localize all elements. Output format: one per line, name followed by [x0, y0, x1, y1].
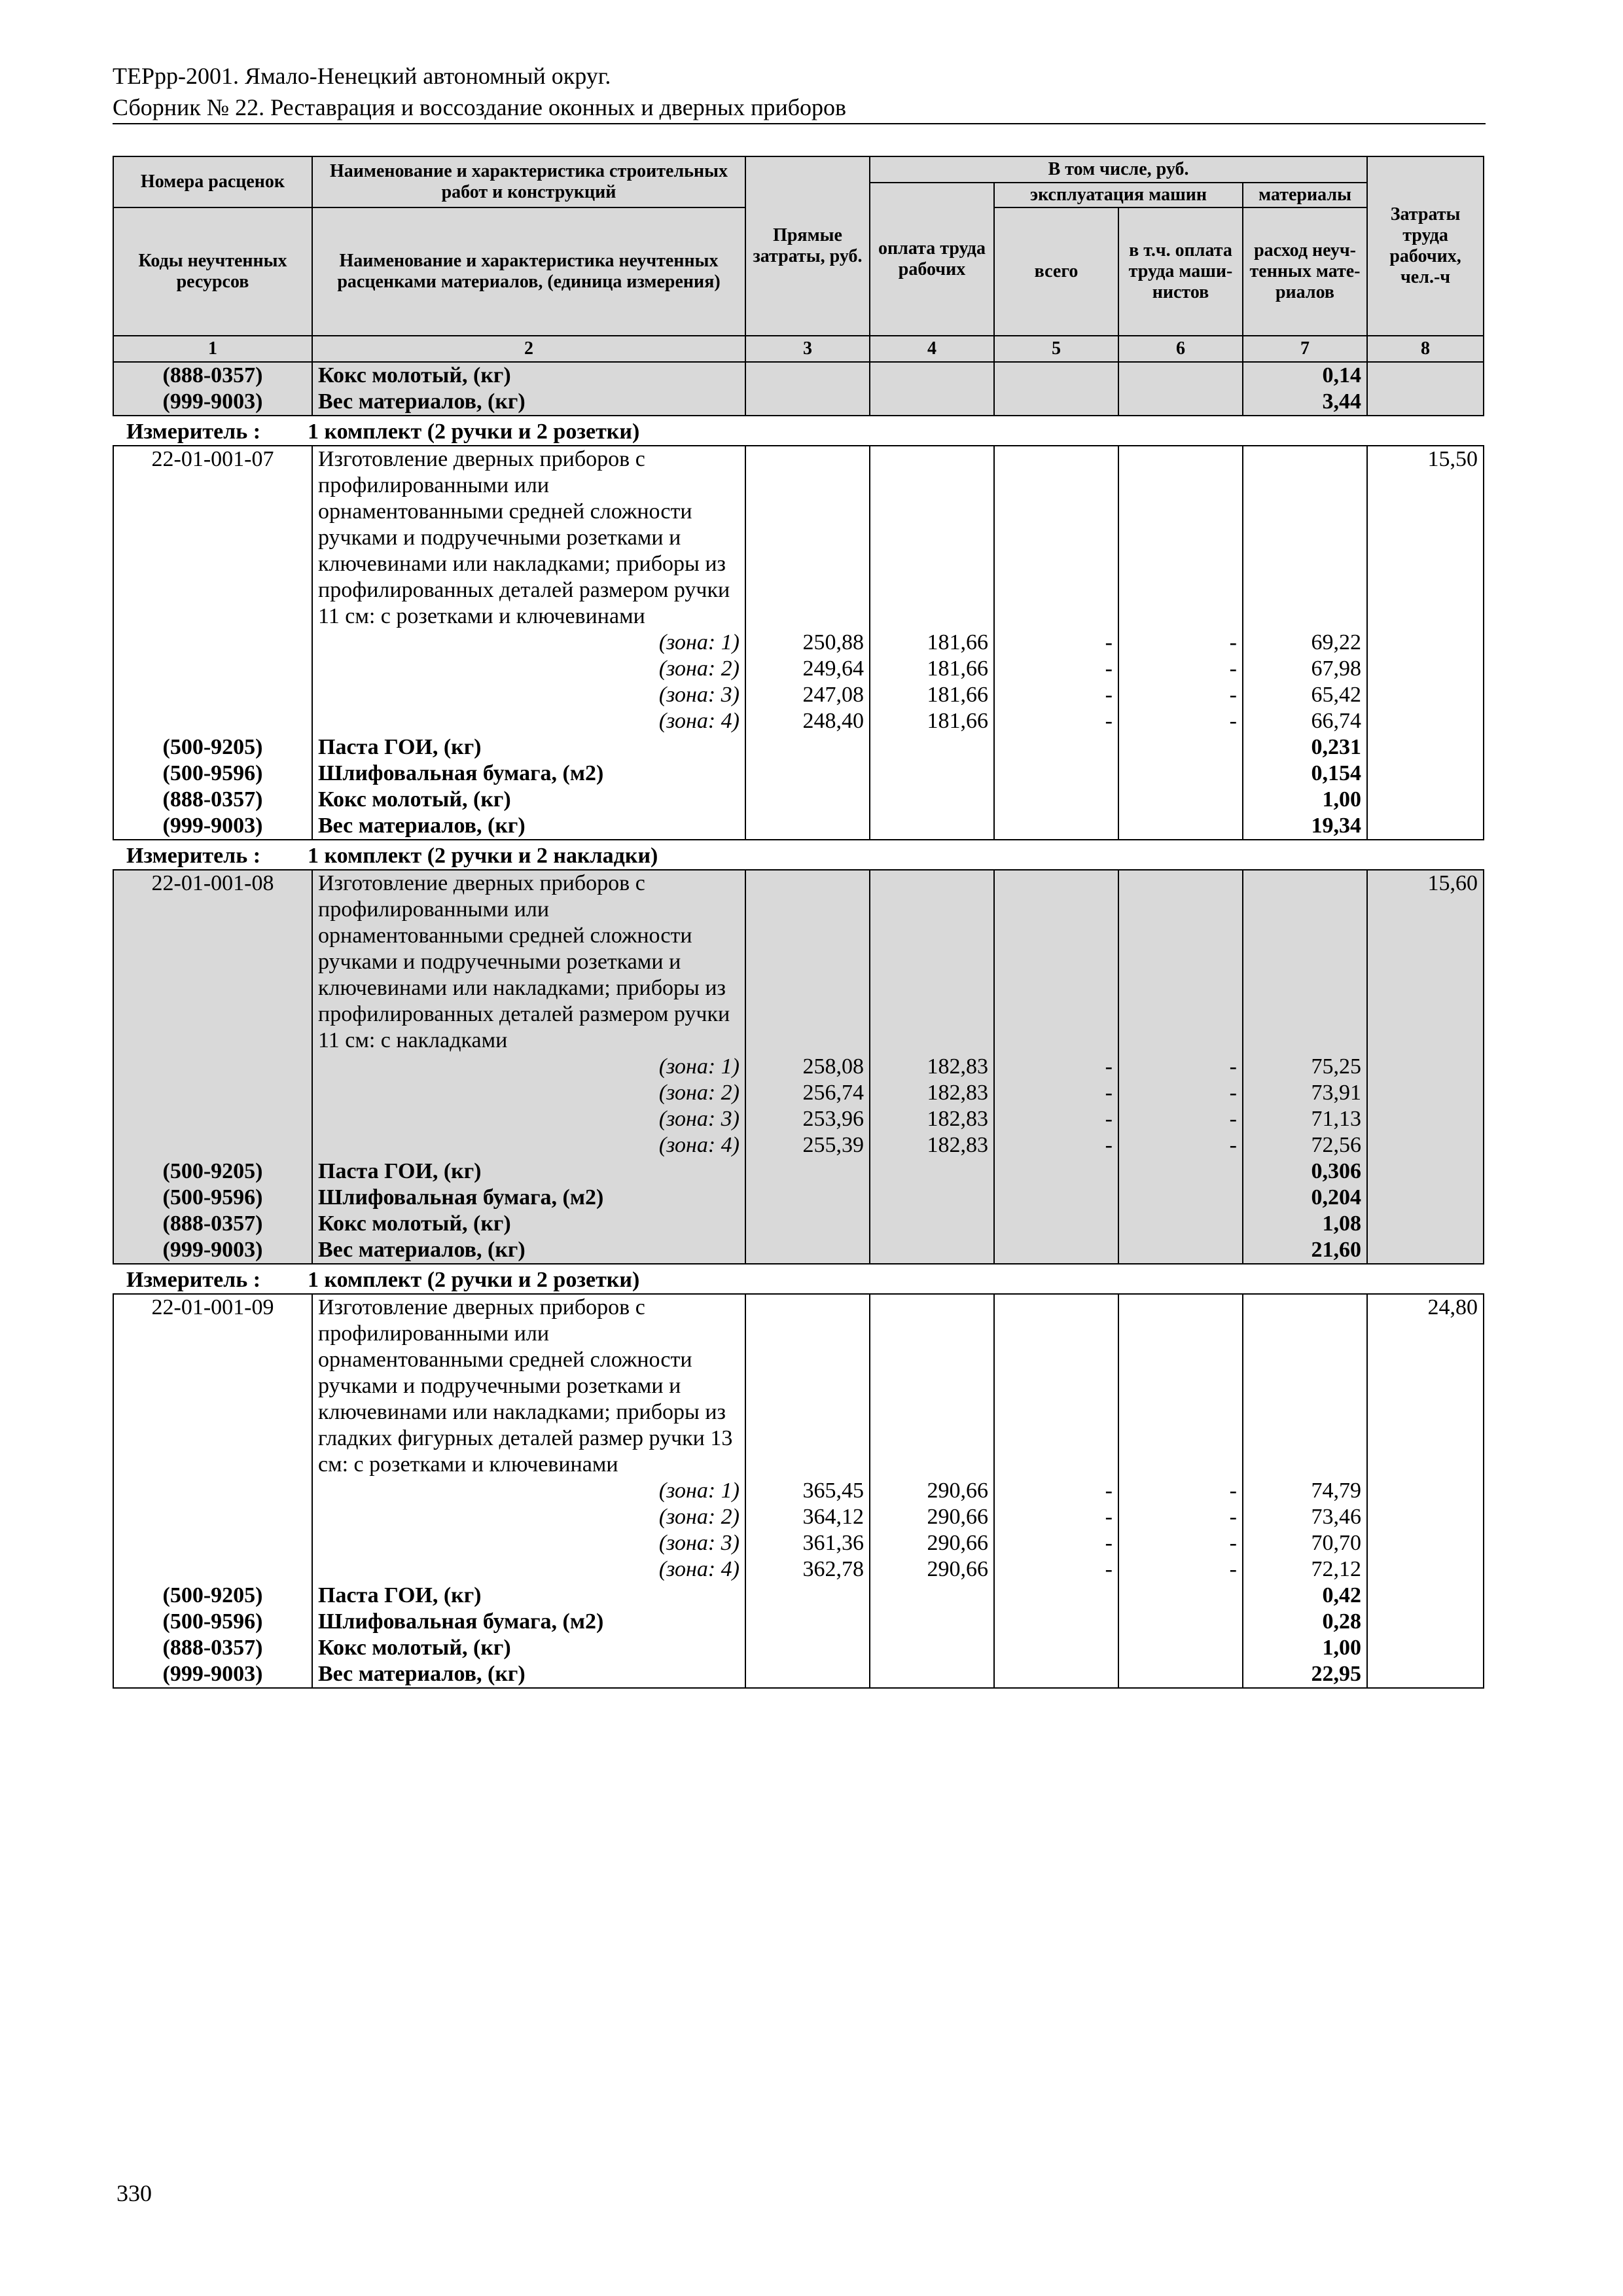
rate-code: 22-01-001-09	[113, 1294, 312, 1478]
direct-cost: 253,96	[745, 1106, 870, 1132]
zone-row	[113, 1054, 1484, 1080]
material-value: 19,34	[1243, 813, 1367, 840]
material-value: 1,08	[1243, 1211, 1367, 1237]
zone-row	[113, 1106, 1484, 1132]
zone-row	[113, 1530, 1484, 1556]
rate-row	[113, 870, 1484, 1054]
materials-cost: 65,42	[1243, 682, 1367, 708]
zone-label: (зона: 1)	[312, 1478, 745, 1504]
material-row	[113, 1635, 1484, 1661]
direct-cost: 247,08	[745, 682, 870, 708]
rate-row	[113, 446, 1484, 630]
material-name: Кокс молотый, (кг)	[312, 1211, 745, 1237]
col1-bottom-header: Коды неучтенных ресурсов	[113, 207, 312, 336]
meter-row-container	[113, 416, 1484, 446]
zone-label: (зона: 3)	[312, 1106, 745, 1132]
direct-cost: 248,40	[745, 708, 870, 734]
rate-block-09	[113, 1294, 1484, 1688]
col-number: 4	[870, 336, 994, 362]
machines-total: -	[994, 1556, 1118, 1583]
rate-description: Изготовление дверных приборов с профилированными или орнаментованными средней сложности ручками и подручечными розетками и ключевинами или накладками; приборы из профилированных деталей размером ручки 11 см: с накладками	[312, 870, 745, 1054]
material-value: 22,95	[1243, 1661, 1367, 1688]
materials-cost: 74,79	[1243, 1478, 1367, 1504]
meter-value: 1 комплект (2 ручки и 2 розетки)	[308, 1268, 640, 1292]
material-row	[113, 1661, 1484, 1688]
machines-header: эксплуатация машин	[994, 183, 1243, 207]
machinists-pay: -	[1118, 1054, 1243, 1080]
worker-pay: 290,66	[870, 1478, 994, 1504]
materials-cost: 71,13	[1243, 1106, 1367, 1132]
machinists-pay: -	[1118, 630, 1243, 656]
material-value: 0,42	[1243, 1583, 1367, 1609]
material-row	[113, 734, 1484, 761]
machines-total: -	[994, 708, 1118, 734]
col2-bottom-header: Наименование и характеристика неучтенных расценками материалов, (единица измерения)	[312, 207, 745, 336]
col3-header: Прямые затраты, руб.	[745, 156, 870, 336]
zone-label: (зона: 4)	[312, 708, 745, 734]
machines-total: -	[994, 682, 1118, 708]
material-value: 1,00	[1243, 787, 1367, 813]
zone-label: (зона: 2)	[312, 656, 745, 682]
zone-label: (зона: 3)	[312, 682, 745, 708]
machines-total: -	[994, 1530, 1118, 1556]
material-code: (888-0357)	[113, 362, 312, 389]
material-row	[113, 787, 1484, 813]
material-code: (999-9003)	[113, 1661, 312, 1688]
material-code: (888-0357)	[113, 1211, 312, 1237]
zone-label: (зона: 4)	[312, 1556, 745, 1583]
worker-pay: 181,66	[870, 682, 994, 708]
worker-pay: 181,66	[870, 656, 994, 682]
zone-label: (зона: 2)	[312, 1504, 745, 1530]
material-code: (888-0357)	[113, 1635, 312, 1661]
page-number: 330	[116, 2180, 152, 2206]
material-code: (500-9205)	[113, 734, 312, 761]
labor-cost: 24,80	[1367, 1294, 1484, 1478]
material-row	[113, 362, 1484, 389]
machines-total: -	[994, 1106, 1118, 1132]
rate-row	[113, 1294, 1484, 1478]
materials-cost: 69,22	[1243, 630, 1367, 656]
worker-pay: 290,66	[870, 1556, 994, 1583]
material-code: (500-9596)	[113, 1185, 312, 1211]
zone-label: (зона: 1)	[312, 1054, 745, 1080]
zone-row	[113, 656, 1484, 682]
material-row	[113, 389, 1484, 416]
worker-pay: 181,66	[870, 708, 994, 734]
worker-pay: 290,66	[870, 1504, 994, 1530]
material-name: Кокс молотый, (кг)	[312, 787, 745, 813]
material-code: (999-9003)	[113, 389, 312, 416]
col5-header: всего	[994, 207, 1118, 336]
zone-row	[113, 1478, 1484, 1504]
materials-header: материалы	[1243, 183, 1367, 207]
materials-cost: 73,91	[1243, 1080, 1367, 1106]
material-name: Шлифовальная бумага, (м2)	[312, 1609, 745, 1635]
col-number: 5	[994, 336, 1118, 362]
meter-label: Измеритель :	[126, 420, 261, 444]
material-name: Вес материалов, (кг)	[312, 813, 745, 840]
material-code: (500-9205)	[113, 1158, 312, 1185]
machines-total: -	[994, 656, 1118, 682]
materials-cost: 72,56	[1243, 1132, 1367, 1158]
rate-description: Изготовление дверных приборов с профилированными или орнаментованными средней сложности ручками и подручечными розетками и ключевинами или накладками; приборы из гладких фигурных деталей размер ручки 13 см: с розетками и ключевинами	[312, 1294, 745, 1478]
materials-cost: 75,25	[1243, 1054, 1367, 1080]
rate-block-continuation	[113, 362, 1484, 416]
meter-value: 1 комплект (2 ручки и 2 накладки)	[308, 844, 658, 868]
material-row	[113, 1609, 1484, 1635]
machinists-pay: -	[1118, 1132, 1243, 1158]
zone-label: (зона: 3)	[312, 1530, 745, 1556]
col4-header: оплата труда рабочих	[870, 183, 994, 336]
material-code: (888-0357)	[113, 787, 312, 813]
rate-code: 22-01-001-07	[113, 446, 312, 630]
material-value: 0,231	[1243, 734, 1367, 761]
machines-total: -	[994, 1132, 1118, 1158]
col6-header: в т.ч. оплата труда маши-нистов	[1118, 207, 1243, 336]
materials-cost: 66,74	[1243, 708, 1367, 734]
material-code: (999-9003)	[113, 813, 312, 840]
direct-cost: 255,39	[745, 1132, 870, 1158]
direct-cost: 249,64	[745, 656, 870, 682]
col1-top-header: Номера расценок	[113, 156, 312, 207]
worker-pay: 182,83	[870, 1054, 994, 1080]
meter-row	[113, 416, 1484, 446]
materials-cost: 72,12	[1243, 1556, 1367, 1583]
collection-title: Сборник № 22. Реставрация и воссоздание оконных и дверных приборов	[113, 93, 1486, 124]
zone-row	[113, 1504, 1484, 1530]
material-name: Паста ГОИ, (кг)	[312, 734, 745, 761]
material-value: 0,14	[1243, 362, 1367, 389]
direct-cost: 365,45	[745, 1478, 870, 1504]
machines-total: -	[994, 1080, 1118, 1106]
rate-description: Изготовление дверных приборов с профилированными или орнаментованными средней сложности ручками и подручечными розетками и ключевинами или накладками; приборы из профилированных деталей размером ручки 11 см: с розетками и ключевинами	[312, 446, 745, 630]
material-value: 3,44	[1243, 389, 1367, 416]
machinists-pay: -	[1118, 1530, 1243, 1556]
worker-pay: 182,83	[870, 1106, 994, 1132]
direct-cost: 256,74	[745, 1080, 870, 1106]
rate-block-08	[113, 870, 1484, 1264]
material-name: Паста ГОИ, (кг)	[312, 1158, 745, 1185]
meter-value: 1 комплект (2 ручки и 2 розетки)	[308, 420, 640, 444]
machinists-pay: -	[1118, 1080, 1243, 1106]
direct-cost: 361,36	[745, 1530, 870, 1556]
material-name: Вес материалов, (кг)	[312, 1237, 745, 1264]
machinists-pay: -	[1118, 682, 1243, 708]
rates-table	[113, 156, 1484, 1689]
worker-pay: 182,83	[870, 1080, 994, 1106]
material-name: Шлифовальная бумага, (м2)	[312, 761, 745, 787]
materials-cost: 70,70	[1243, 1530, 1367, 1556]
machines-total: -	[994, 1054, 1118, 1080]
col2-top-header: Наименование и характеристика строительных работ и конструкций	[312, 156, 745, 207]
material-code: (999-9003)	[113, 1237, 312, 1264]
material-value: 0,28	[1243, 1609, 1367, 1635]
meter-label: Измеритель :	[126, 844, 261, 868]
material-name: Кокс молотый, (кг)	[312, 1635, 745, 1661]
material-name: Кокс молотый, (кг)	[312, 362, 745, 389]
machines-total: -	[994, 1504, 1118, 1530]
material-row	[113, 1237, 1484, 1264]
col-number: 3	[745, 336, 870, 362]
zone-label: (зона: 2)	[312, 1080, 745, 1106]
machinists-pay: -	[1118, 656, 1243, 682]
machinists-pay: -	[1118, 708, 1243, 734]
direct-cost: 250,88	[745, 630, 870, 656]
zone-row	[113, 1132, 1484, 1158]
machinists-pay: -	[1118, 1556, 1243, 1583]
material-code: (500-9596)	[113, 761, 312, 787]
direct-cost: 364,12	[745, 1504, 870, 1530]
table-header	[113, 156, 1484, 362]
rate-code: 22-01-001-08	[113, 870, 312, 1054]
machines-total: -	[994, 1478, 1118, 1504]
machinists-pay: -	[1118, 1504, 1243, 1530]
material-value: 1,00	[1243, 1635, 1367, 1661]
group-header: В том числе, руб.	[870, 156, 1367, 183]
machinists-pay: -	[1118, 1106, 1243, 1132]
col-number: 2	[312, 336, 745, 362]
direct-cost: 362,78	[745, 1556, 870, 1583]
materials-cost: 73,46	[1243, 1504, 1367, 1530]
zone-label: (зона: 4)	[312, 1132, 745, 1158]
machinists-pay: -	[1118, 1478, 1243, 1504]
material-row	[113, 1583, 1484, 1609]
meter-row	[113, 840, 1484, 870]
material-value: 0,204	[1243, 1185, 1367, 1211]
col7-header: расход неуч-тенных мате-риалов	[1243, 207, 1367, 336]
zone-row	[113, 630, 1484, 656]
col-number: 6	[1118, 336, 1243, 362]
material-row	[113, 1211, 1484, 1237]
material-name: Вес материалов, (кг)	[312, 389, 745, 416]
material-row	[113, 1185, 1484, 1211]
zone-row	[113, 1080, 1484, 1106]
material-name: Вес материалов, (кг)	[312, 1661, 745, 1688]
rate-block-07	[113, 446, 1484, 840]
zone-row	[113, 682, 1484, 708]
material-value: 21,60	[1243, 1237, 1367, 1264]
zone-label: (зона: 1)	[312, 630, 745, 656]
meter-label: Измеритель :	[126, 1268, 261, 1292]
col-number: 1	[113, 336, 312, 362]
labor-cost: 15,50	[1367, 446, 1484, 630]
meter-row	[113, 1264, 1484, 1294]
zone-row	[113, 1556, 1484, 1583]
document-title: ТЕРрр-2001. Ямало-Ненецкий автономный округ.	[113, 63, 611, 89]
machines-total: -	[994, 630, 1118, 656]
worker-pay: 290,66	[870, 1530, 994, 1556]
materials-cost: 67,98	[1243, 656, 1367, 682]
material-value: 0,306	[1243, 1158, 1367, 1185]
labor-cost: 15,60	[1367, 870, 1484, 1054]
col8-header: Затраты труда рабочих, чел.-ч	[1367, 156, 1484, 336]
material-code: (500-9596)	[113, 1609, 312, 1635]
col-number: 7	[1243, 336, 1367, 362]
material-name: Шлифовальная бумага, (м2)	[312, 1185, 745, 1211]
zone-row	[113, 708, 1484, 734]
meter-row-container	[113, 840, 1484, 870]
material-value: 0,154	[1243, 761, 1367, 787]
meter-row-container	[113, 1264, 1484, 1294]
material-name: Паста ГОИ, (кг)	[312, 1583, 745, 1609]
worker-pay: 182,83	[870, 1132, 994, 1158]
material-row	[113, 1158, 1484, 1185]
worker-pay: 181,66	[870, 630, 994, 656]
col-number: 8	[1367, 336, 1484, 362]
direct-cost: 258,08	[745, 1054, 870, 1080]
material-row	[113, 761, 1484, 787]
material-code: (500-9205)	[113, 1583, 312, 1609]
material-row	[113, 813, 1484, 840]
